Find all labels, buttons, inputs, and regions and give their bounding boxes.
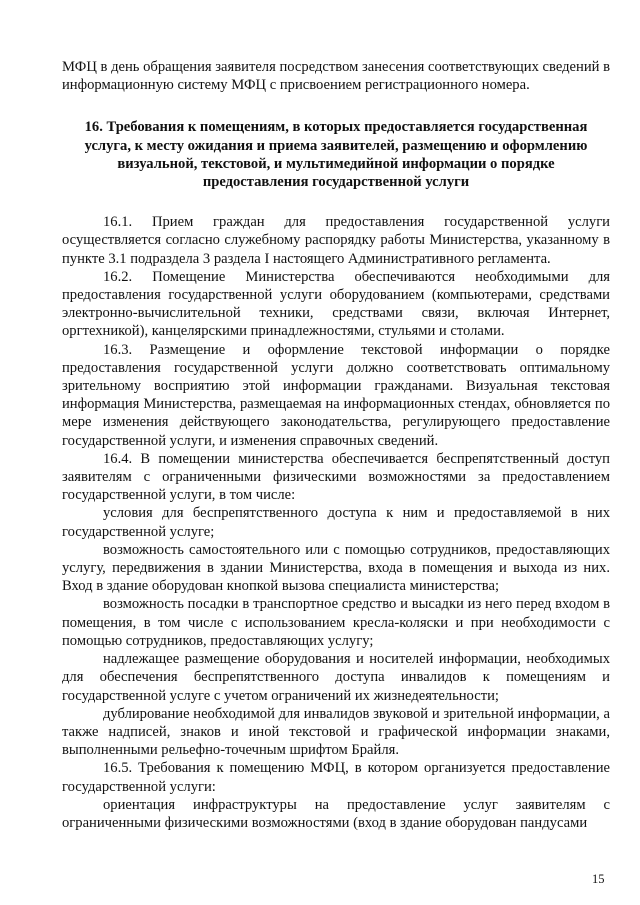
list-item-braille: дублирование необходимой для инвалидов звуковой и зрительной информации, а также надписей, знаков и иной текстовой и графической информации знаками, выполненными рельефно-точечным шрифтом Брайля. xyxy=(62,705,610,759)
paragraph-16-2: 16.2. Помещение Министерства обеспечиваются необходимыми для предоставления государственной услуги оборудованием (компьютерами, средствами электронно-вычислительной техники, средствами связи, включая Интернет, оргтехникой), канцелярскими принадлежностями, стульями и столами. xyxy=(62,268,610,340)
list-item-infrastructure: ориентация инфраструктуры на предоставление услуг заявителям с ограниченными физическими возможностями (вход в здание оборудован пандусами xyxy=(62,796,610,831)
section-heading-text: 16. Требования к помещениям, в которых предоставляется государственная услуга, к месту ожидания и приема заявителей, размещению и оформлению визуальной, текстовой, и мультимедийной информации о порядке предоставления государственной услуги xyxy=(84,119,588,191)
section-heading xyxy=(62,118,610,191)
list-item-access-conditions: условия для беспрепятственного доступа к ним и предоставляемой в них государственной услуге; xyxy=(62,505,610,540)
list-item-movement: возможность самостоятельного или с помощью сотрудников, предоставляющих услугу, передвижения в здании Министерства, входа в помещения и выхода из них. Вход в здание оборудован кнопкой вызова специалиста министерства; xyxy=(62,541,610,595)
paragraph-16-3: 16.3. Размещение и оформление текстовой информации о порядке предоставления государственной услуги должно соответствовать оптимальному зрительному восприятию этой информации гражданами. Визуальная текстовая информация Министерства, размещаемая на информационных стендах, обновляется по мере изменения действующего законодательства, регулирующего предоставление государственной услуги, и изменения справочных сведений. xyxy=(62,341,610,449)
paragraph-16-5: 16.5. Требования к помещению МФЦ, в котором организуется предоставление государственной услуги: xyxy=(62,760,610,795)
paragraph-16-4: 16.4. В помещении министерства обеспечивается беспрепятственный доступ заявителям с ограниченными физическими возможностями за предоставлением государственной услуги, в том числе: xyxy=(62,450,610,504)
list-item-equipment: надлежащее размещение оборудования и носителей информации, необходимых для обеспечения беспрепятственного доступа инвалидов к помещениям и государственной услуге с учетом ограничений их жизнедеятельности; xyxy=(62,651,610,704)
list-item-transport: возможность посадки в транспортное средство и высадки из него перед входом в помещения, в том числе с использованием кресла-коляски и при необходимости с помощью сотрудников, предоставляющих услугу; xyxy=(62,596,610,649)
paragraph-16-1: 16.1. Прием граждан для предоставления государственной услуги осуществляется согласно служебному распорядку работы Министерства, указанному в пункте 3.1 подраздела 3 раздела I настоящего Административного регламента. xyxy=(62,214,610,267)
intro-paragraph: МФЦ в день обращения заявителя посредством занесения соответствующих сведений в информационную систему МФЦ с присвоением регистрационного номера. xyxy=(62,59,610,94)
page-number: 15 xyxy=(592,872,605,886)
document-page xyxy=(62,58,610,832)
